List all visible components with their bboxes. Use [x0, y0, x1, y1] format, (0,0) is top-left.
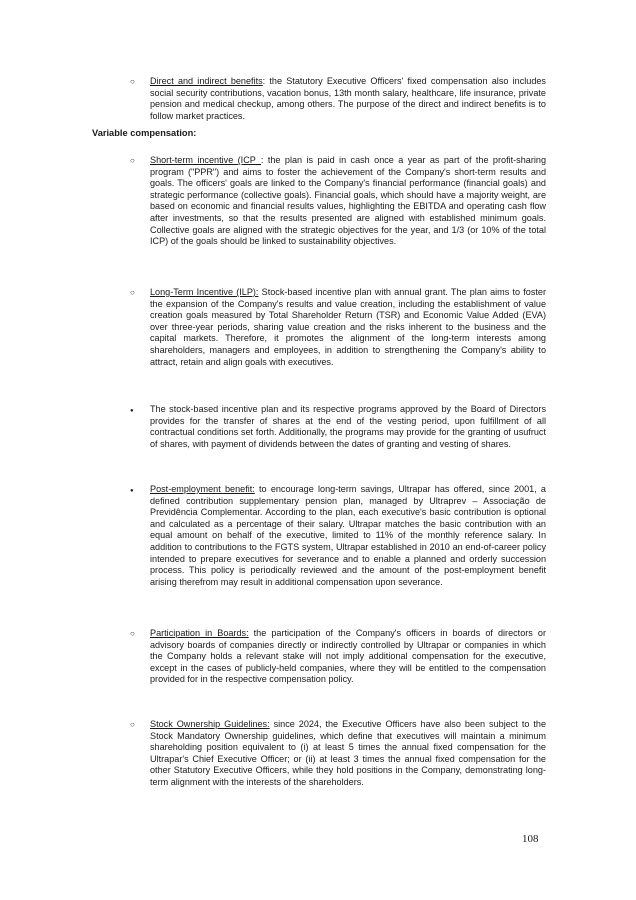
boards-term: Participation in Boards: [150, 628, 249, 638]
short-term-incentive-text: : the plan is paid in cash once a year as part of the profit-sharing program ("PPR") and aims to foster the achievement of the Company's short-term results and goals. The officers' goals are linked to the Company's financial performance (financial goals) and strategic performance (collective goals). Financial goals, which should have a majority weight, are based on economic and financial results values, highlighting the EBITDA and operating cash flow after investments, so that the results presented are aligned with established minimum goals. Collective goals are aligned with the strategic objectives for the year, and 1/3 (or 10% of the total ICP) of the goals should be linked to sustainability objectives. [150, 155, 547, 247]
stock-plan-text: The stock-based incentive plan and its respective programs approved by the Board of Directors provides for the transfer of shares at the end of the vesting period, upon fulfillment of all contractual conditions set forth. Additionally, the programs may provide for the granting of usufruct of shares, with payment of dividends between the dates of granting and vesting of shares. [150, 404, 546, 449]
page-number: 108 [522, 833, 539, 845]
benefits-paragraph [150, 76, 546, 122]
long-term-incentive-term: Long-Term Incentive (ILP): [150, 287, 259, 297]
stock-plan-paragraph [150, 404, 546, 450]
benefits-text: : the Statutory Executive Officers' fixed compensation also includes social security contributions, vacation bonus, 13th month salary, healthcare, life insurance, private pension and medical checkup, among others. The purpose of the direct and indirect benefits is to follow market practices. [150, 76, 546, 121]
circle-bullet-icon [130, 155, 135, 167]
circle-bullet-icon [130, 628, 135, 640]
boards-paragraph [150, 628, 546, 686]
boards-text: the participation of the Company's officers in boards of directors or advisory boards of companies directly or indirectly controlled by Ultrapar or companies in which the Company holds a relevant stake will not imply additional compensation for the executive, except in the cases of publicly-held companies, where they will be entitled to the compensation provided for in the respective compensation policy. [150, 628, 546, 685]
variable-compensation-heading: Variable compensation: [92, 128, 197, 138]
circle-bullet-icon [130, 719, 135, 731]
stock-ownership-term: Stock Ownership Guidelines: [150, 719, 270, 729]
long-term-incentive-paragraph [150, 287, 546, 368]
stock-ownership-text: since 2024, the Executive Officers have also been subject to the Stock Mandatory Ownership guidelines, which define that executives will maintain a minimum shareholding position equivalent to (i) at least 5 times the annual fixed compensation for the Ultrapar's Chief Executive Officer; or (ii) at least 3 times the annual fixed compensation for the other Statutory Executive Officers, while they hold positions in the Company, demonstrating long-term alignment with the interests of the shareholders. [150, 719, 546, 787]
long-term-incentive-text: Stock-based incentive plan with annual grant. The plan aims to foster the expansion of the Company's results and value creation, including the establishment of value creation goals measured by Total Shareholder Return (TSR) and Economic Value Added (EVA) over three-year periods, sharing value creation and the risks inherent to the business and the capital markets. Therefore, it promotes the alignment of the long-term interests among shareholders, managers and employees, in addition to strengthening the Company's ability to attract, retain and align goals with executives. [150, 287, 546, 367]
post-employment-text: to encourage long-term savings, Ultrapar has offered, since 2001, a defined contribution supplementary pension plan, managed by Ultraprev – Associação de Previdência Complementar. According to the plan, each executive's basic contribution is optional and calculated as a percentage of their salary. Ultrapar matches the basic contribution with an equal amount on behalf of the executive, limited to 11% of the monthly reference salary. In addition to contributions to the FGTS system, Ultrapar established in 2010 an end-of-career policy intended to prepare executives for severance and to enable a planned and orderly succession process. This policy is periodically reviewed and the amount of the post-employment benefit arising therefrom may result in additional compensation upon severance. [150, 484, 546, 587]
benefits-term: Direct and indirect benefits [150, 76, 263, 86]
circle-bullet-icon [130, 287, 135, 299]
short-term-incentive-term: Short-term incentive (ICP_ [150, 155, 261, 165]
stock-ownership-paragraph [150, 719, 546, 789]
disc-bullet-icon [130, 484, 134, 498]
short-term-incentive-paragraph [150, 155, 546, 248]
post-employment-paragraph [150, 484, 546, 588]
post-employment-term: Post-employment benefit: [150, 484, 255, 494]
disc-bullet-icon [130, 404, 134, 418]
circle-bullet-icon [130, 76, 135, 88]
